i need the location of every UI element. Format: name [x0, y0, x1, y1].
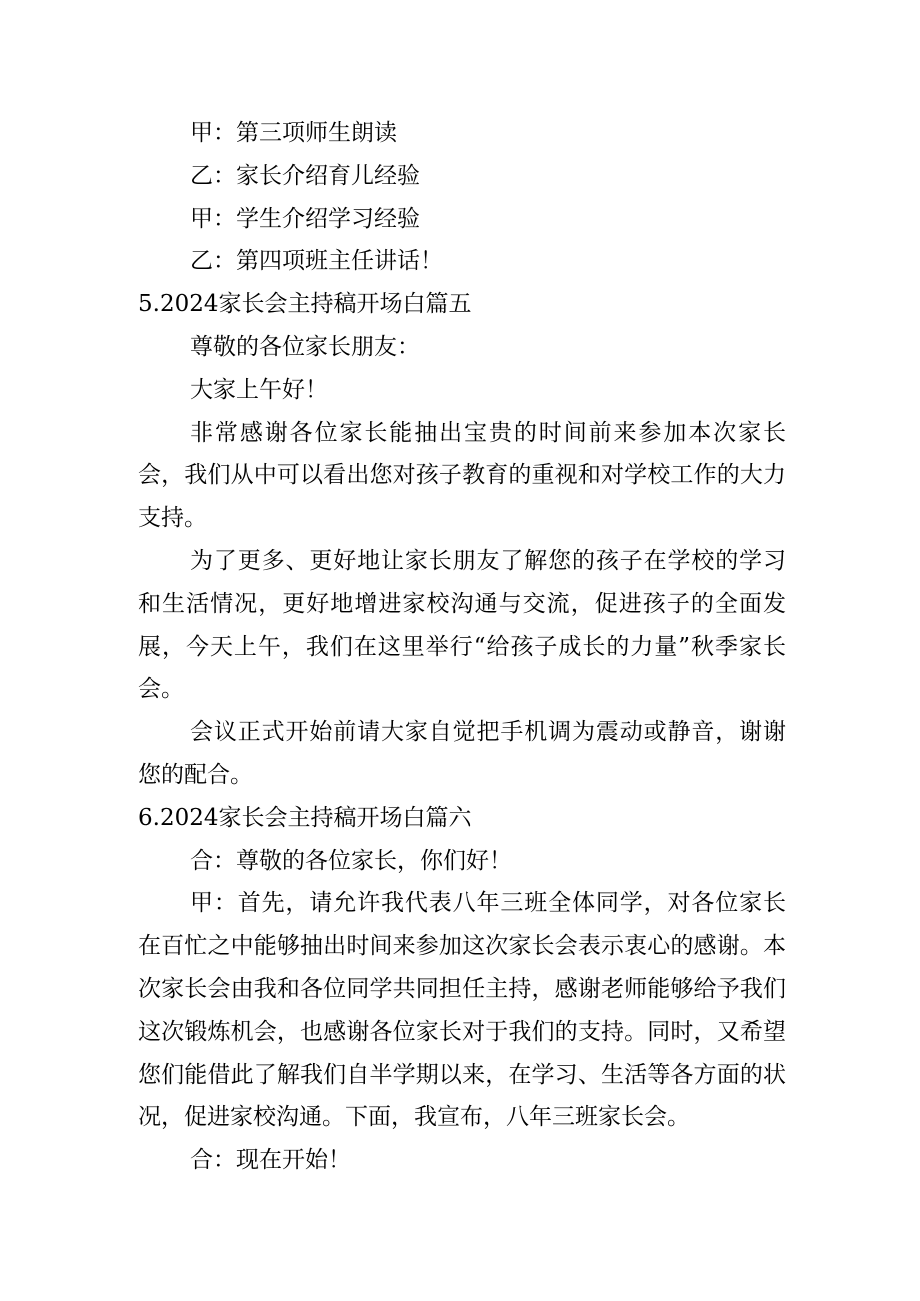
- program-line: 甲：第三项师生朗读: [190, 120, 397, 146]
- section-5-greeting: 尊敬的各位家长朋友：: [190, 333, 420, 360]
- document-body: [138, 112, 786, 1182]
- section-5-heading: 5.2024家长会主持稿开场白篇五: [138, 291, 472, 318]
- program-line: 乙：第四项班主任讲话！: [190, 248, 443, 275]
- section-6-closing: 合：现在开始！: [190, 1147, 351, 1174]
- section-6-greeting: 合：尊敬的各位家长，你们好！: [190, 847, 512, 874]
- program-line: 乙：家长介绍育儿经验: [190, 162, 420, 189]
- program-line: 甲：学生介绍学习经验: [190, 205, 420, 232]
- section-6-paragraph-1: 甲：首先，请允许我代表八年三班全体同学，对各位家长在百忙之中能够抽出时间来参加这次家长会表示衷心的感谢。本次家长会由我和各位同学共同担任主持，感谢老师能够给予我们这次锻炼机会，也感谢各位家长对于我们的支持。同时，又希望您们能借此了解我们自半学期以来，在学习、生活等各方面的状况，促进家校沟通。下面，我宣布，八年三班家长会。: [138, 890, 786, 1131]
- section-6-heading: 6.2024家长会主持稿开场白篇六: [138, 804, 472, 831]
- section-5-paragraph-3: 会议正式开始前请大家自觉把手机调为震动或静音，谢谢您的配合。: [138, 719, 786, 788]
- section-5-hello: 大家上午好！: [190, 376, 328, 403]
- section-5-paragraph-2: 为了更多、更好地让家长朋友了解您的孩子在学校的学习和生活情况，更好地增进家校沟通与交流，促进孩子的全面发展，今天上午，我们在这里举行“给孩子成长的力量”秋季家长会。: [138, 547, 786, 703]
- section-5-paragraph-1: 非常感谢各位家长能抽出宝贵的时间前来参加本次家长会，我们从中可以看出您对孩子教育的重视和对学校工作的大力支持。: [138, 419, 786, 532]
